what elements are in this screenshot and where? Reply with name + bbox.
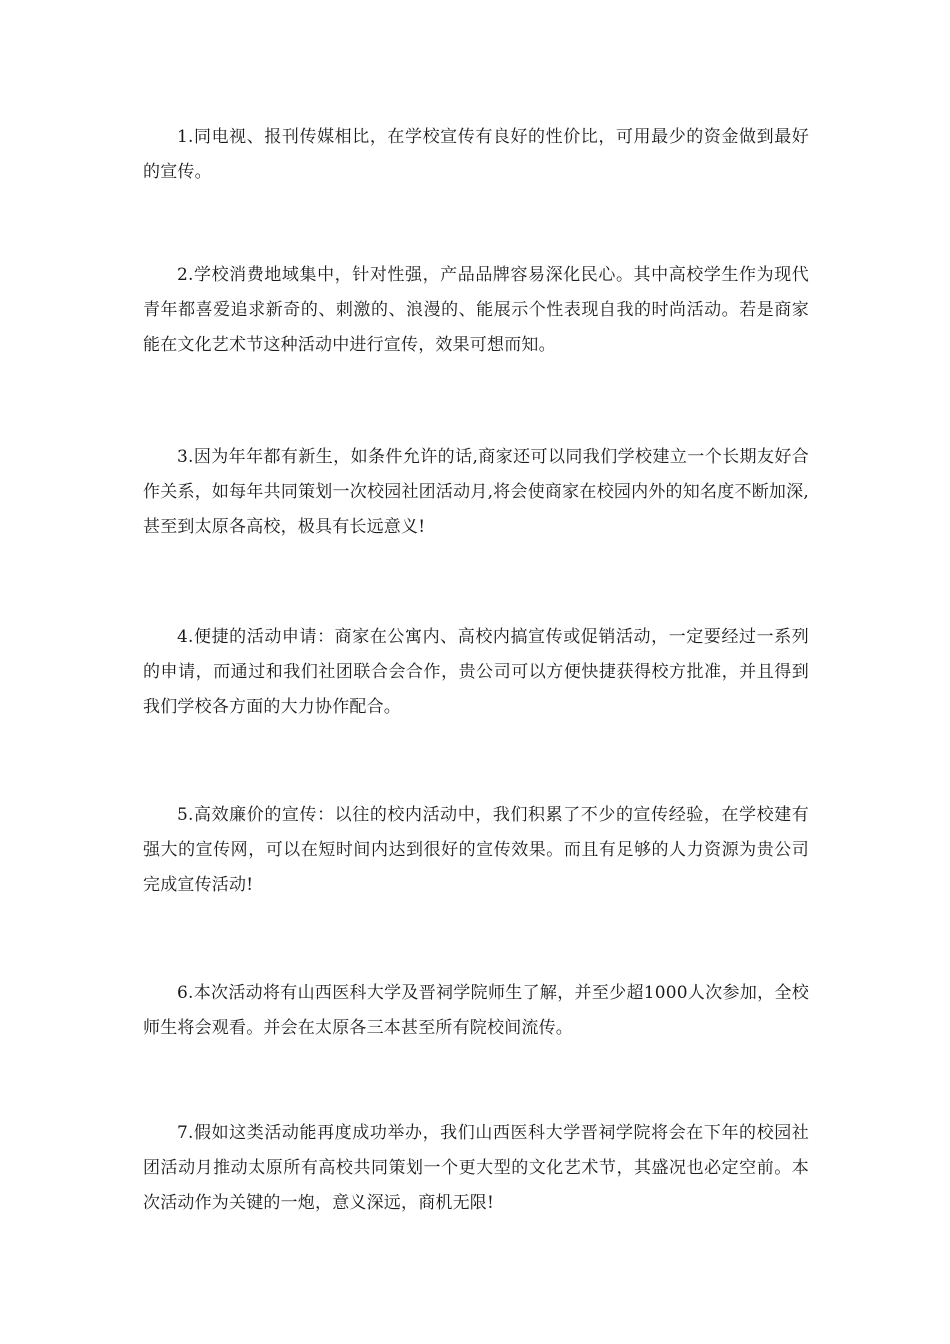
- paragraph-4: 4.便捷的活动申请：商家在公寓内、高校内搞宣传或促销活动，一定要经过一系列的申请，而通过和我们社团联合会合作，贵公司可以方便快捷获得校方批准，并且得到我们学校各方面的大力协作配合。: [143, 627, 809, 717]
- paragraph-2: 2.学校消费地域集中，针对性强，产品品牌容易深化民心。其中高校学生作为现代青年都喜爱追求新奇的、刺激的、浪漫的、能展示个性表现自我的时尚活动。若是商家能在文化艺术节这种活动中进行宣传，效果可想而知。: [143, 265, 809, 355]
- paragraph-1: 1.同电视、报刊传媒相比，在学校宣传有良好的性价比，可用最少的资金做到最好的宣传。: [143, 127, 809, 182]
- paragraph-7: 7.假如这类活动能再度成功举办，我们山西医科大学晋祠学院将会在下年的校园社团活动月推动太原所有高校共同策划一个更大型的文化艺术节，其盛况也必定空前。本次活动作为关键的一炮，意义深远，商机无限!: [143, 1123, 809, 1213]
- paragraph-3: 3.因为年年都有新生，如条件允许的话,商家还可以同我们学校建立一个长期友好合作关系，如每年共同策划一次校园社团活动月,将会使商家在校园内外的知名度不断加深,甚至到太原各高校，极具有长远意义!: [143, 447, 809, 537]
- paragraph-6: 6.本次活动将有山西医科大学及晋祠学院师生了解，并至少超1000人次参加，全校师生将会观看。并会在太原各三本甚至所有院校间流传。: [143, 983, 809, 1038]
- paragraph-5: 5.高效廉价的宣传：以往的校内活动中，我们积累了不少的宣传经验，在学校建有强大的宣传网，可以在短时间内达到很好的宣传效果。而且有足够的人力资源为贵公司完成宣传活动!: [143, 805, 809, 895]
